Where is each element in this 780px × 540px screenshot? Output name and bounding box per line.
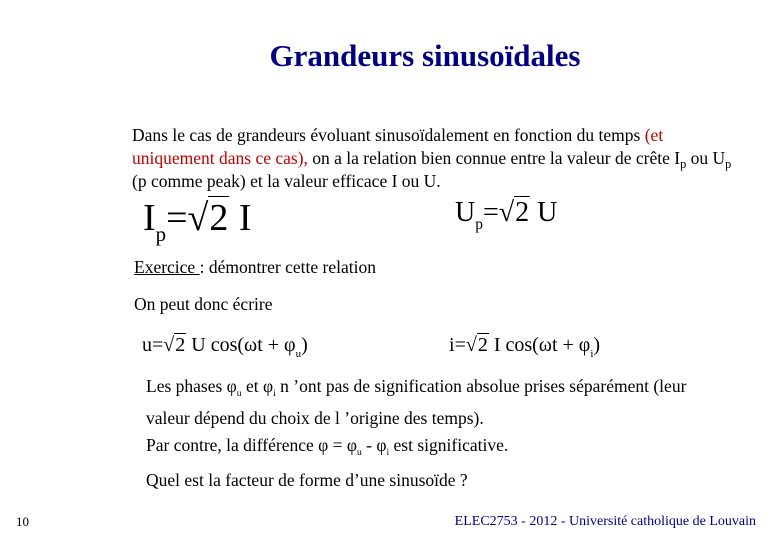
footer-text: ELEC2753 - 2012 - Université catholique de Louvain (454, 514, 756, 529)
exercise-line (134, 257, 376, 278)
sqrt-symbol: √2 (187, 197, 229, 239)
difference-sub-i: i (386, 447, 390, 458)
intro-sub-p2: p (725, 157, 732, 171)
exercise-label: Exercice (134, 257, 200, 277)
formula-u-lhs: u (142, 334, 152, 356)
difference-text-3: est significative. (389, 435, 509, 455)
formula-u (142, 334, 308, 361)
formula-ip-eq: = (166, 197, 188, 239)
difference-line (146, 435, 508, 458)
sqrt-symbol: √2 (465, 334, 488, 356)
formula-i-eq: = (454, 334, 466, 356)
formula-u-eq: = (152, 334, 164, 356)
phases-text-2: et φ (241, 376, 274, 396)
phases-paragraph (146, 374, 706, 430)
formula-i-sub: i (590, 348, 594, 361)
formula-up-radicand: 2 (515, 197, 530, 228)
phases-sub-u: u (236, 388, 242, 399)
formula-ip (143, 196, 252, 247)
slide-title: Grandeurs sinusoïdales (269, 38, 581, 73)
page-number: 10 (16, 514, 29, 529)
formula-i-rest: I cos(ωt + φ (488, 334, 591, 356)
formula-up (455, 197, 558, 234)
intro-paragraph (132, 124, 732, 193)
formula-i (449, 334, 601, 361)
intro-sub-p1: p (680, 157, 687, 171)
sqrt-symbol: √2 (498, 197, 530, 228)
formula-u-rest: U cos(ωt + φ (186, 334, 296, 356)
intro-text-4: (p comme peak) et la valeur efficace I ou U. (132, 171, 441, 191)
formula-i-radicand: 2 (477, 334, 488, 356)
on-peut-line: On peut donc écrire (134, 294, 273, 314)
question-line: Quel est la facteur de forme d’une sinusoïde ? (146, 470, 468, 490)
intro-text-3: ou U (686, 148, 726, 168)
formula-up-lhs: U (455, 197, 476, 228)
formula-up-var: U (530, 197, 558, 228)
difference-text-2: - φ (361, 435, 387, 455)
formula-u-radicand: 2 (175, 334, 186, 356)
phases-text-3: n ’ont pas de signification absolue prises séparément (leur valeur dépend du choix de l ’origine des temps). (146, 376, 687, 428)
phases-sub-i: i (273, 388, 276, 399)
formula-i-close: ) (593, 334, 601, 356)
formula-up-sub: p (475, 216, 483, 234)
phases-text-1: Les phases φ (146, 376, 237, 396)
difference-text-1: Par contre, la différence φ = φ (146, 435, 357, 455)
formula-ip-sub: p (155, 222, 167, 247)
intro-highlight: (et uniquement dans ce cas), (132, 125, 664, 168)
formula-u-close: ) (301, 334, 308, 356)
formula-ip-var: I (229, 197, 252, 239)
intro-text-2: on a la relation bien connue entre la valeur de crête I (307, 148, 681, 168)
exercise-text: : démontrer cette relation (199, 257, 376, 277)
formula-ip-radicand: 2 (209, 197, 229, 239)
intro-text-1: Dans le cas de grandeurs évoluant sinusoïdalement en fonction du temps (132, 125, 645, 145)
sqrt-symbol: √2 (163, 334, 186, 356)
formula-up-eq: = (482, 197, 499, 228)
formula-ip-lhs: I (143, 197, 156, 239)
difference-sub-u: u (356, 447, 362, 458)
formula-i-lhs: i (449, 334, 455, 356)
formula-u-sub: u (295, 348, 302, 361)
